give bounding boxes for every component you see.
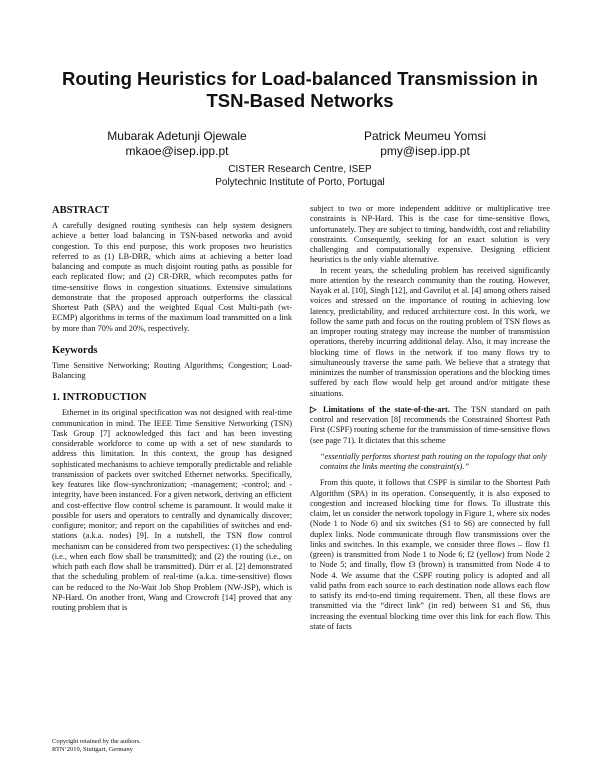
- footnote-line-2: RTN’2019, Stuttgart, Germany: [52, 746, 133, 753]
- limitations-text: The TSN standard on path control and reservation [8] recommends the Constrained Shortest Path First (CSPF) routing scheme for the transmission of time-sensitive flows (see page 71). It dictates that this scheme: [310, 404, 550, 445]
- affiliation-line-1: CISTER Research Centre, ISEP: [228, 164, 372, 175]
- affiliation-line-2: Polytechnic Institute of Porto, Portugal: [215, 176, 385, 188]
- author-name: Mubarak Adetunji Ojewale: [107, 129, 247, 143]
- intro-paragraph-5: From this quote, it follows that CSPF is similar to the Shortest Path Algorithm (SPA) in its operation. Consequently, it is also exposed to congestion and increased blocking time for flows. To illustrate this claim, let us consider the network topology in Figure 1, where six nodes (Node 1 to Node 6) and six switches (S1 to S6) are connected by full duplex links. Node communicate through flow transmissions over the links and switches. In this example, we consider three flows – flow f1 (green) is transmitted from Node 1 to Node 6; f2 (yellow) from Node 2 to Node 5; and finally, flow f3 (brown) is transmitted from Node 4 to Node 4. We assume that the CSPF routing policy is adopted and all valid paths from each source to each destination node allows each flow to satisfy its end-to-end timing requirement. Then, all these flows are transmitted via the “direct link” (in red) between S1 and S6, thus increasing the eventual blocking time over this link for each flow. This state of facts: [310, 478, 550, 631]
- abstract-heading: ABSTRACT: [52, 205, 110, 216]
- keywords-heading: Keywords: [52, 344, 98, 356]
- author-email[interactable]: pmy@isep.ipp.pt: [380, 144, 470, 158]
- keywords-text: Time Sensitive Networking; Routing Algorithms; Congestion; Load-Balancing: [52, 360, 292, 380]
- footnote-line-1: Copyright retained by the authors.: [52, 738, 141, 745]
- paper-title: Routing Heuristics for Load-balanced Transmission in TSN-Based Networks: [62, 68, 538, 111]
- limitations-paragraph: [310, 405, 550, 446]
- author-email[interactable]: mkaoe@isep.ipp.pt: [125, 144, 229, 158]
- right-column: [310, 204, 550, 632]
- limitations-marker: ▷ Limitations of the state-of-the-art.: [310, 404, 450, 414]
- intro-paragraph-3: In recent years, the scheduling problem has received significantly more attention by the research community than the routing. However, Nayak et al. [10], Singh [12], and Gavriluț et al. [4] among others raised voices and stressed on the importance of routing in achieving low latency, predictability, and reduced architecture cost. In this work, we follow the same path and focus on the routing problem of TSN flows as an improper routing strategy may increase the number of transmission operations, thereby incurring additional delay. Also, it may increase the blocking time of flows in the network if too many flows try to simultaneously traverse the same path. We believe that a strategy that minimizes the number of transmission operations and the blocking times suffered by each flow would help get around and/or mitigate these situations.: [310, 265, 550, 398]
- standard-quote: “essentially performs shortest path routing on the topology that only contains the links meeting the constraint(s).”: [320, 451, 547, 471]
- author-block-1: [52, 129, 302, 159]
- copyright-footnote: [52, 738, 292, 754]
- intro-heading: 1. INTRODUCTION: [52, 392, 147, 404]
- left-column: [52, 204, 292, 613]
- author-block-2: [300, 129, 550, 159]
- intro-paragraph-1: Ethernet in its original specification was not designed with real-time communication in mind. The IEEE Time Sensitive Networking (TSN) Task Group [7] acknowledged this fact and has been investing considerable workforce to come up with a set of new standards to address this limitation. In this context, the group has designed sophisticated mechanisms to achieve temporally predictable and reliable transmission of packets over switched Ethernet networks. Specifically, key features like flow-synchronization; -management; -control; and -integrity, have been instanced. For a given network, deriving an efficient and cost-effective flow control scheme is paramount. It would make it possible for users and operators to centrally and dynamically discover; configure; monitor; and report on the capabilities of switches and end-stations (a.k.a. nodes) [9]. In a nutshell, the TSN flow control mechanism can be considered from two perspectives: (1) the scheduling (i.e., when each flow shall be transmitted); and (2) the routing (i.e., on which path each flow shall be transmitted). Dürr et al. [2] demonstrated that the scheduling problem of real-time (a.k.a. time-sensitive) flows can be reduced to the No-Wait Job Shop Problem (NW-JSP), which is NP-Hard. On another front, Wang and Crowcroft [14] proved that any routing problem that is: [52, 408, 292, 612]
- intro-paragraph-2: subject to two or more independent additive or multiplicative tree constraints is NP-Hard. This is the case for time-sensitive flows, unfortunately. They are subject to timing, bandwidth, cost and reliability constraints. Consequently, seeking for an exact solution is very challenging and computationally expensive. Designing efficient heuristics is the only viable alternative.: [310, 204, 550, 265]
- abstract-text: A carefully designed routing synthesis can help system designers achieve a better load balancing in TSN-based networks and avoid congestion. To this end purpose, this work proposes two heuristics referred to as (1) LB-DRR, which aims at achieving a better load balancing and compute as much disjoint routing paths as possible for each replicated flow; and (2) CR-DRR, which recomputes paths for time-sensitive flows in congestion situations. Extensive simulations demonstrate that the proposed approach outperforms the classical Shortest Path (SPA) and the weighted Equal Cost Multi-path (wt-ECMP) algorithms in terms of the maximum load transmitted on a link by more than 70% and 20%, respectively.: [52, 221, 292, 333]
- affiliation: [150, 164, 450, 189]
- author-name: Patrick Meumeu Yomsi: [363, 129, 487, 143]
